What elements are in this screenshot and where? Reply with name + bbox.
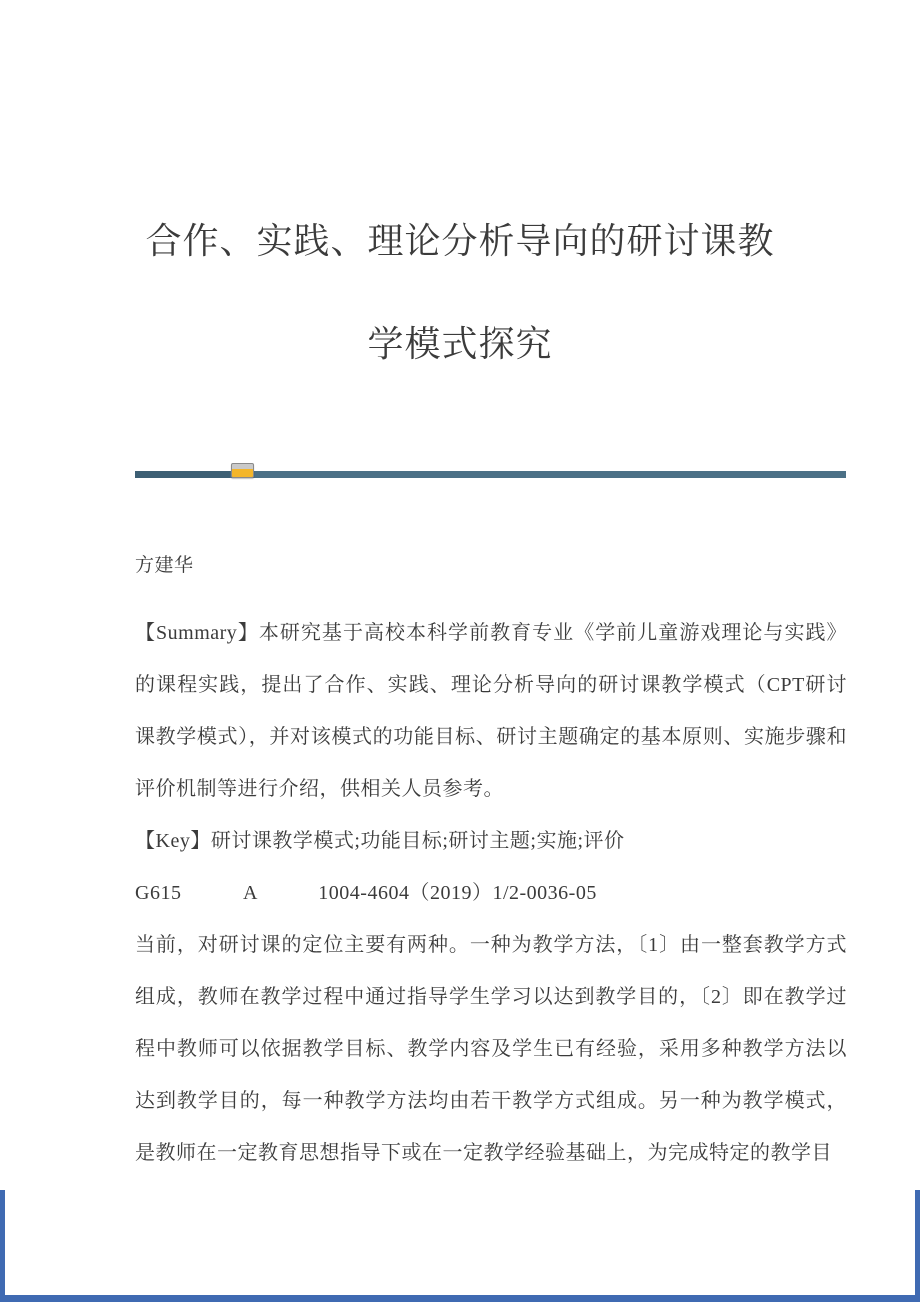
classification-line: G615 A 1004-4604（2019）1/2-0036-05: [135, 882, 597, 904]
article-title: [60, 190, 860, 396]
article-title-line-1: 合作、实践、理论分析导向的研讨课教: [145, 221, 775, 261]
page-border-left: [0, 1190, 5, 1302]
summary-paragraph: 【Summary】本研究基于高校本科学前教育专业《学前儿童游戏理论与实践》的课程实践，提出了合作、实践、理论分析导向的研讨课教学模式（CPT研讨课教学模式），并对该模式的功能目标、研讨主题确定的基本原则、实施步骤和评价机制等进行介绍，供相关人员参考。: [135, 622, 847, 800]
mail-icon: [231, 463, 254, 478]
body-paragraph: 当前，对研讨课的定位主要有两种。一种为教学方法，〔1〕由一整套教学方式组成，教师在教学过程中通过指导学生学习以达到教学目的，〔2〕即在教学过程中教师可以依据教学目标、教学内容及学生已有经验，采用多种教学方法以达到教学目的，每一种教学方法均由若干教学方式组成。另一种为教学模式，是教师在一定教育思想指导下或在一定教学经验基础上，为完成特定的教学目: [135, 934, 847, 1164]
page-border-bottom: [0, 1295, 920, 1302]
article-title-line-2: 学模式探究: [367, 324, 553, 364]
divider-left-cap: [135, 471, 230, 478]
title-divider-bar: [135, 471, 846, 478]
article-body: [135, 540, 847, 1179]
keywords-line: 【Key】研讨课教学模式;功能目标;研讨主题;实施;评价: [135, 830, 625, 852]
author-name: 方建华: [135, 555, 194, 576]
page-border-right: [915, 1190, 920, 1302]
